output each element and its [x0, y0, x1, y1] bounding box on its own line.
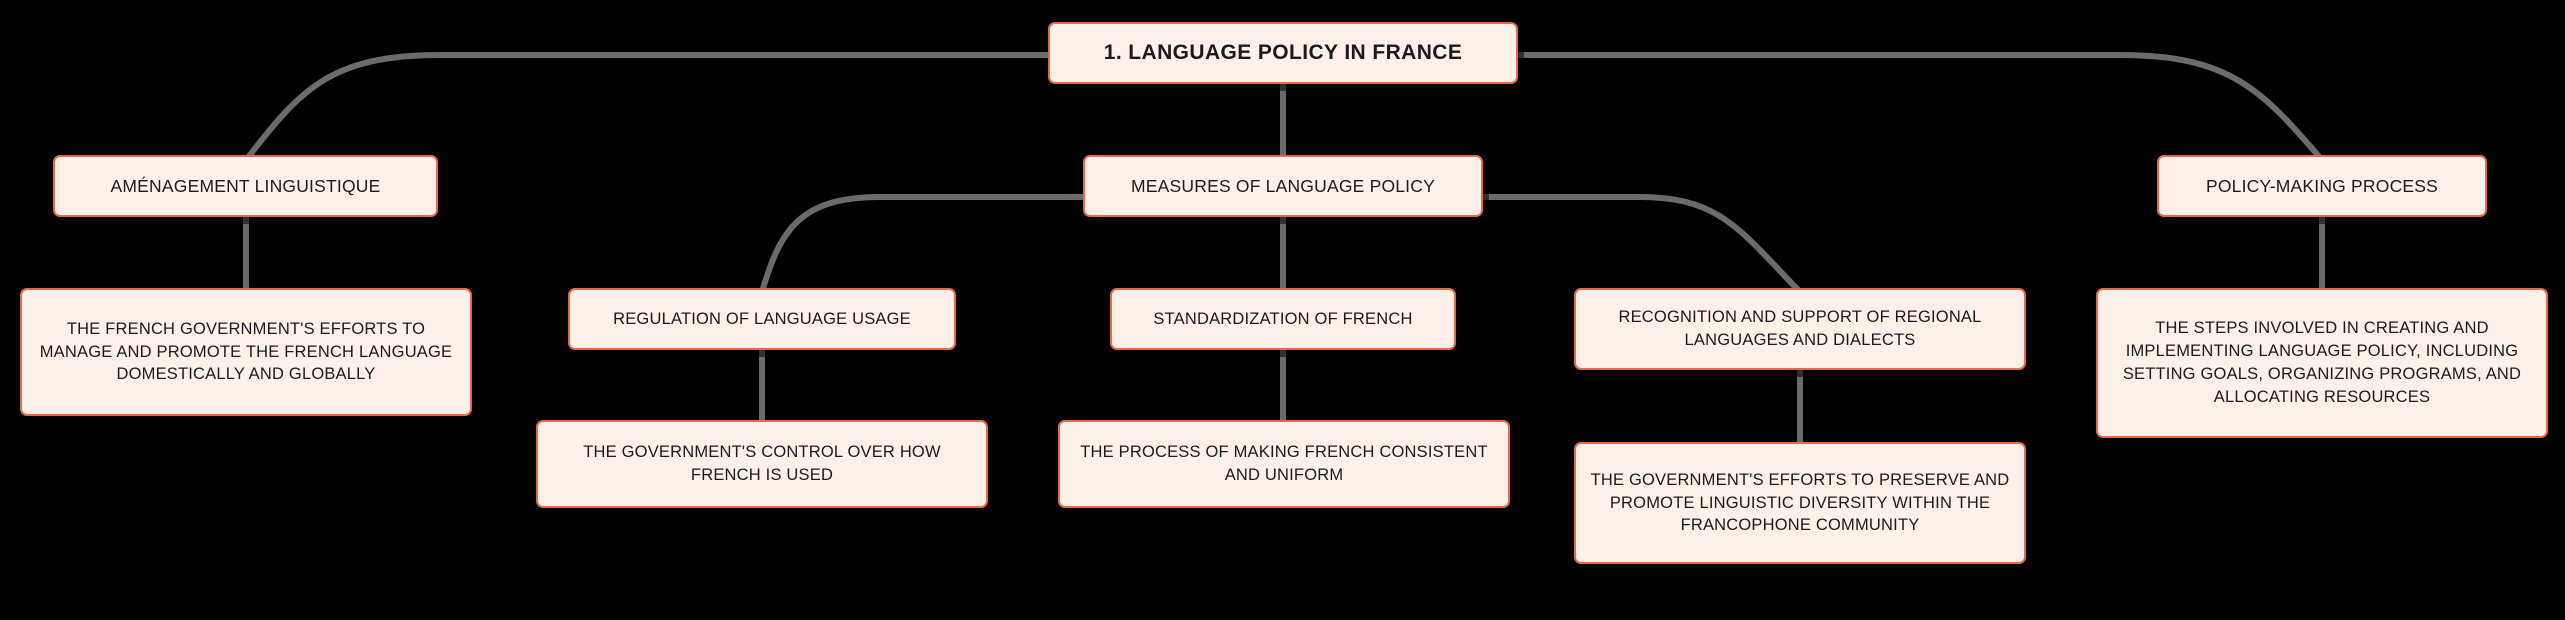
node-label: RECOGNITION AND SUPPORT OF REGIONAL LANGUAGES AND DIALECTS: [1618, 308, 1982, 349]
node-label: THE GOVERNMENT'S CONTROL OVER HOW FRENCH IS USED: [583, 443, 941, 484]
node-amenagement-linguistique[interactable]: [53, 155, 438, 217]
node-policy-making-description[interactable]: [2096, 288, 2548, 438]
node-label: REGULATION OF LANGUAGE USAGE: [613, 309, 911, 328]
node-label: AMÉNAGEMENT LINGUISTIQUE: [110, 175, 381, 196]
node-label: THE STEPS INVOLVED IN CREATING AND IMPLEMENTING LANGUAGE POLICY, INCLUDING SETTING GOALS, ORGANIZING PROGRAMS, AND ALLOCATING RESOURCES: [2122, 319, 2522, 406]
node-label: THE FRENCH GOVERNMENT'S EFFORTS TO MANAGE AND PROMOTE THE FRENCH LANGUAGE DOMESTICALLY AND GLOBALLY: [39, 319, 453, 384]
node-label: STANDARDIZATION OF FRENCH: [1153, 309, 1413, 328]
node-standardization-of-french[interactable]: [1110, 288, 1456, 350]
node-standardization-description[interactable]: [1058, 420, 1510, 508]
node-recognition-regional-languages[interactable]: [1574, 288, 2026, 370]
node-root[interactable]: [1048, 22, 1518, 84]
node-root-label: 1. LANGUAGE POLICY IN FRANCE: [1103, 40, 1463, 64]
node-measures-of-language-policy[interactable]: [1083, 155, 1483, 217]
node-label: MEASURES OF LANGUAGE POLICY: [1131, 175, 1435, 196]
node-amenagement-description[interactable]: [20, 288, 472, 416]
node-regulation-description[interactable]: [536, 420, 988, 508]
node-recognition-description[interactable]: [1574, 442, 2026, 564]
node-regulation-of-language-usage[interactable]: [568, 288, 956, 350]
node-label: THE PROCESS OF MAKING FRENCH CONSISTENT AND UNIFORM: [1080, 443, 1488, 484]
node-label: POLICY-MAKING PROCESS: [2205, 175, 2439, 196]
node-label: THE GOVERNMENT'S EFFORTS TO PRESERVE AND PROMOTE LINGUISTIC DIVERSITY WITHIN THE FRANCOPHONE COMMUNITY: [1590, 470, 2010, 535]
node-policy-making-process[interactable]: [2157, 155, 2487, 217]
